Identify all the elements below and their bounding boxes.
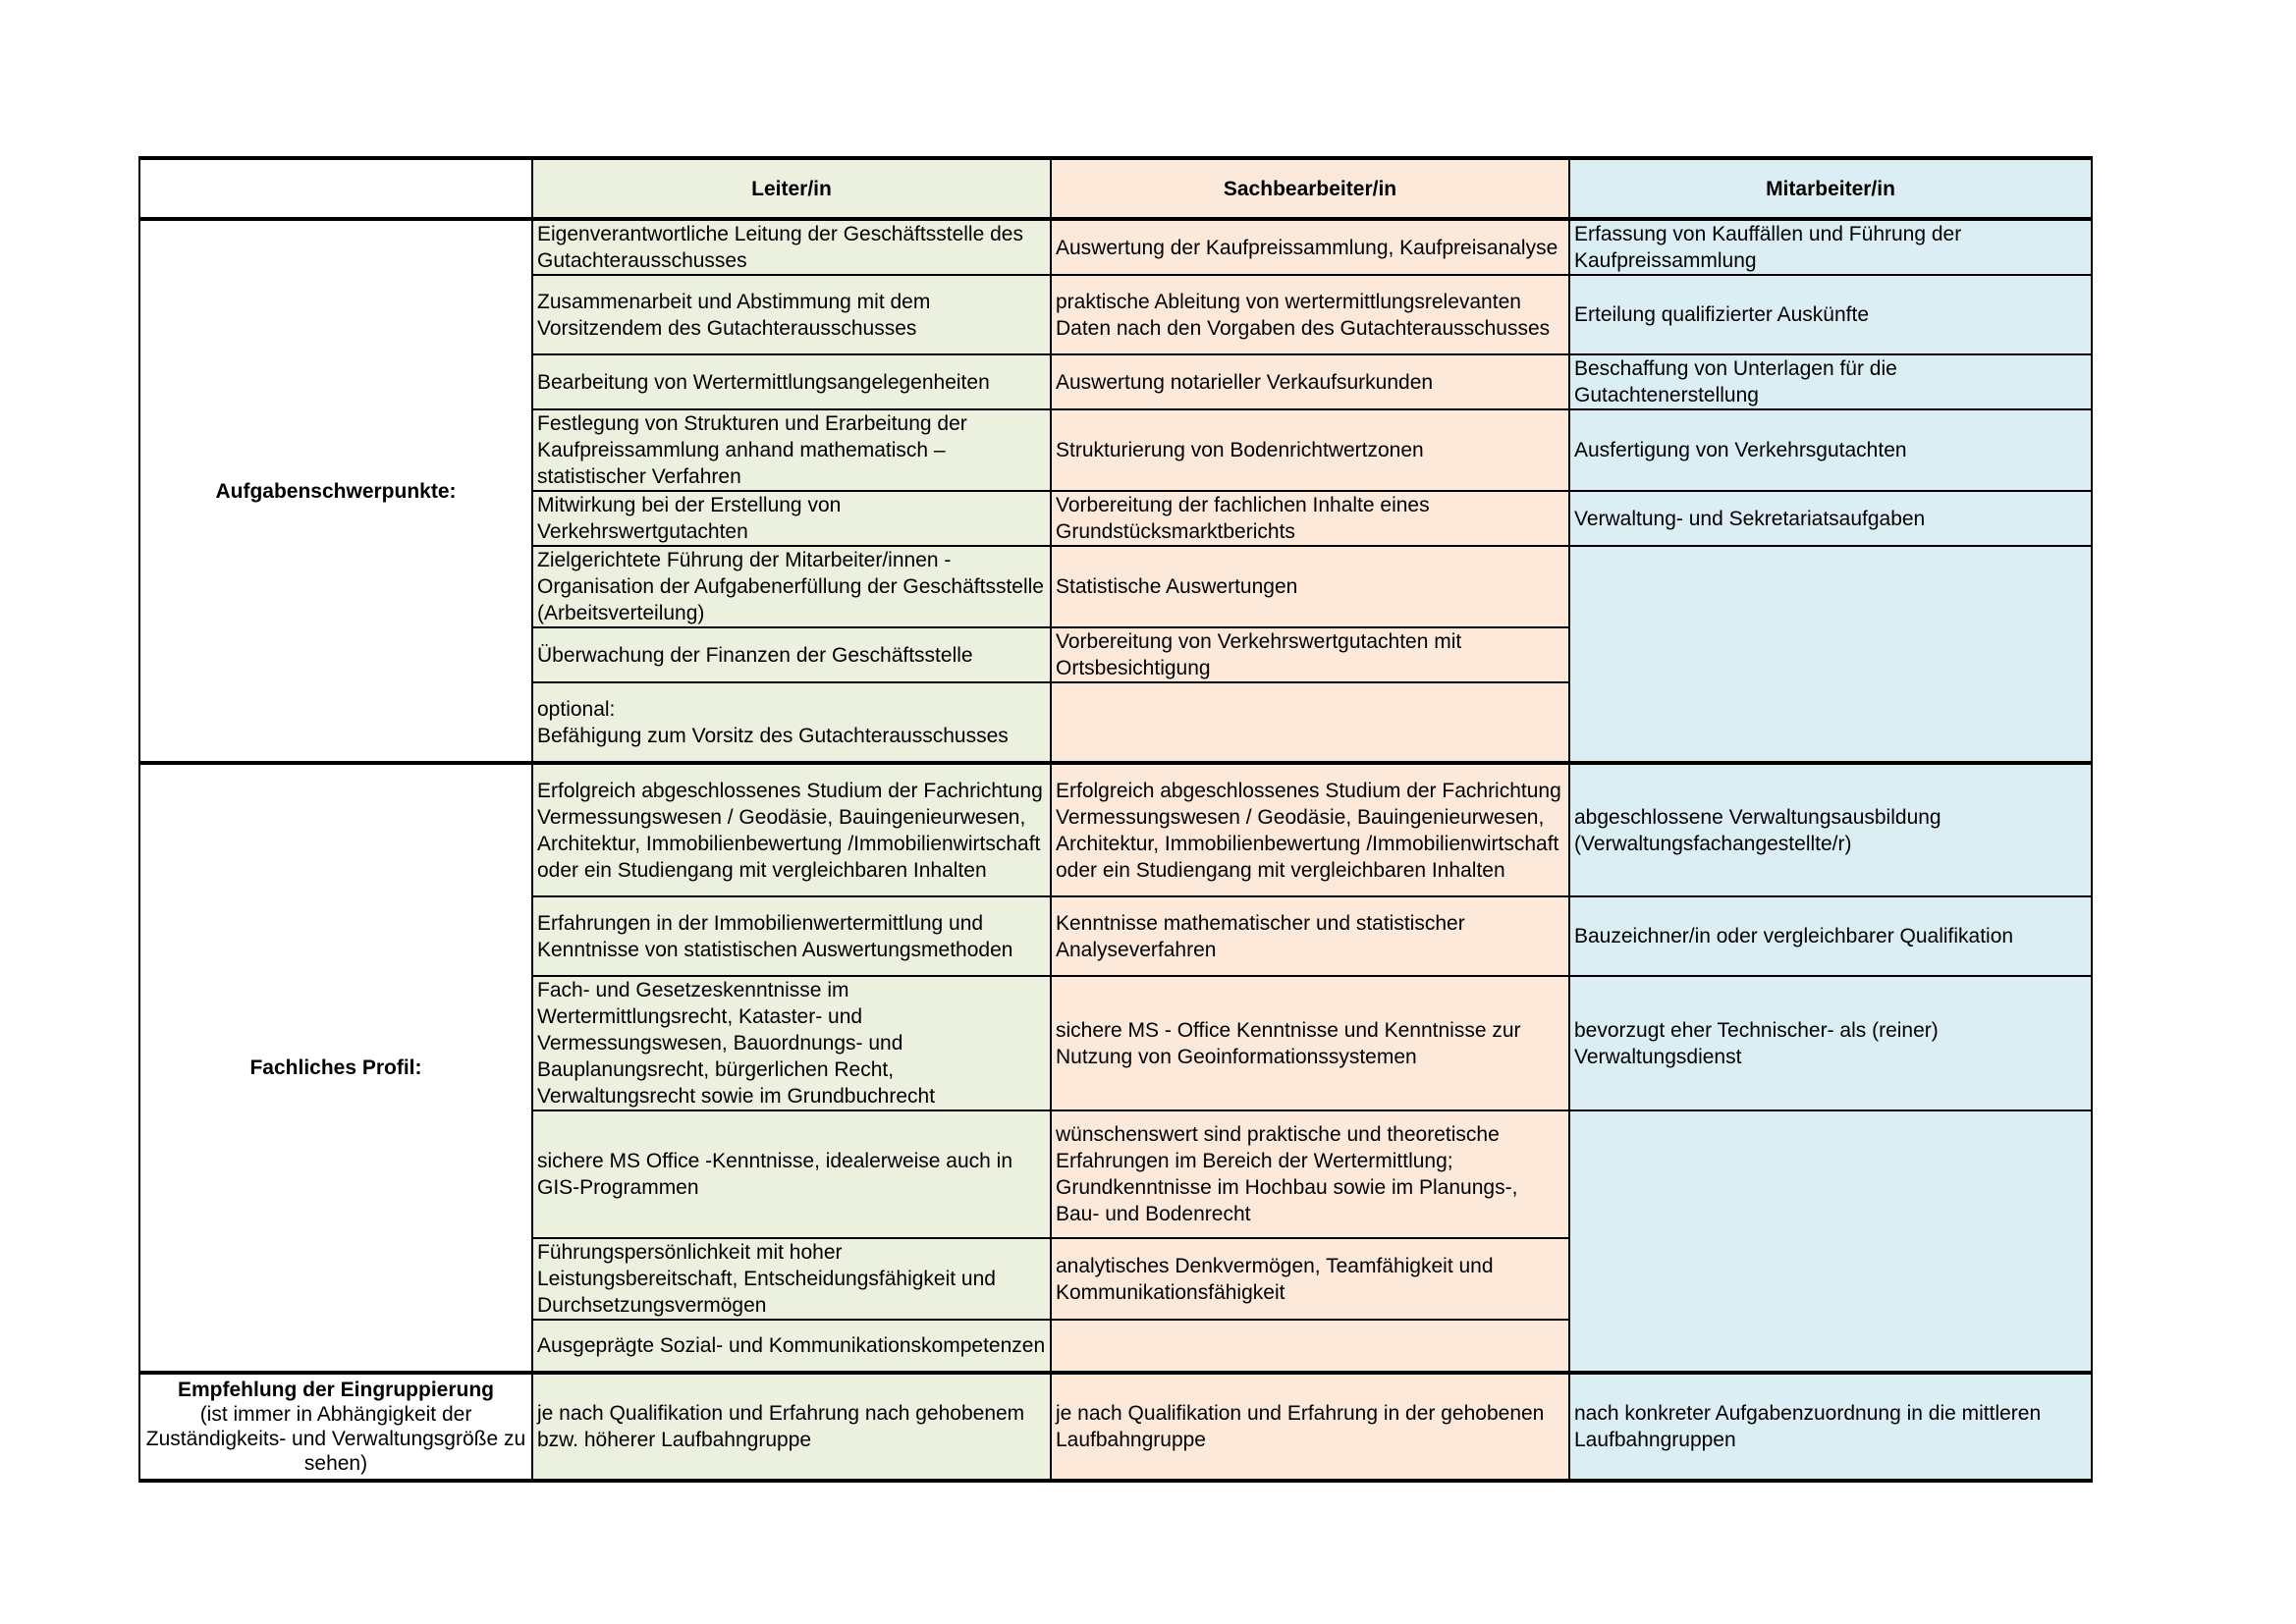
cell-leiter: Erfolgreich abgeschlossenes Studium der Fachrichtung Vermessungswesen / Geodäsie, Bauingenieurwesen, Architektur, Immobilienbewertung /Immobilienwirtschaft oder ein Studiengang mit vergleichbaren Inhalten <box>532 763 1051 896</box>
cell-sachbearbeiter: Vorbereitung der fachlichen Inhalte eines Grundstücksmarktberichts <box>1051 491 1569 546</box>
cell-mitarbeiter-empty <box>1569 1110 2092 1373</box>
cell-leiter: Erfahrungen in der Immobilienwertermittlung und Kenntnisse von statistischen Auswertungsmethoden <box>532 896 1051 976</box>
cell-mitarbeiter: Beschaffung von Unterlagen für die Gutachtenerstellung <box>1569 354 2092 409</box>
cell-mitarbeiter: Bauzeichner/in oder vergleichbarer Qualifikation <box>1569 896 2092 976</box>
cell-mitarbeiter: Verwaltung- und Sekretariatsaufgaben <box>1569 491 2092 546</box>
cell-sachbearbeiter: Auswertung der Kaufpreissammlung, Kaufpreisanalyse <box>1051 219 1569 275</box>
header-mitarbeiter: Mitarbeiter/in <box>1569 158 2092 219</box>
row-label-eingruppierung <box>139 1373 532 1481</box>
cell-leiter: Festlegung von Strukturen und Erarbeitung der Kaufpreissammlung anhand mathematisch – statistischer Verfahren <box>532 409 1051 491</box>
cell-leiter: optional: Befähigung zum Vorsitz des Gutachterausschusses <box>532 682 1051 763</box>
cell-mitarbeiter: Ausfertigung von Verkehrsgutachten <box>1569 409 2092 491</box>
cell-leiter: Zusammenarbeit und Abstimmung mit dem Vorsitzendem des Gutachterausschusses <box>532 275 1051 354</box>
cell-sachbearbeiter: Strukturierung von Bodenrichtwertzonen <box>1051 409 1569 491</box>
cell-sachbearbeiter: Statistische Auswertungen <box>1051 546 1569 627</box>
header-sachbearbeiter: Sachbearbeiter/in <box>1051 158 1569 219</box>
cell-leiter: Eigenverantwortliche Leitung der Geschäftsstelle des Gutachterausschusses <box>532 219 1051 275</box>
cell-sachbearbeiter: sichere MS - Office Kenntnisse und Kenntnisse zur Nutzung von Geoinformationssystemen <box>1051 976 1569 1110</box>
header-leiter: Leiter/in <box>532 158 1051 219</box>
cell-sachbearbeiter: Auswertung notarieller Verkaufsurkunden <box>1051 354 1569 409</box>
cell-sachbearbeiter: analytisches Denkvermögen, Teamfähigkeit und Kommunikationsfähigkeit <box>1051 1238 1569 1320</box>
cell-sachbearbeiter: je nach Qualifikation und Erfahrung in der gehobenen Laufbahngruppe <box>1051 1373 1569 1481</box>
cell-sachbearbeiter: praktische Ableitung von wertermittlungsrelevanten Daten nach den Vorgaben des Gutachterausschusses <box>1051 275 1569 354</box>
header-row <box>139 158 2092 219</box>
cell-leiter: je nach Qualifikation und Erfahrung nach gehobenem bzw. höherer Laufbahngruppe <box>532 1373 1051 1481</box>
cell-mitarbeiter: bevorzugt eher Technischer- als (reiner) Verwaltungsdienst <box>1569 976 2092 1110</box>
cell-mitarbeiter: abgeschlossene Verwaltungsausbildung (Verwaltungsfachangestellte/r) <box>1569 763 2092 896</box>
cell-mitarbeiter: Erfassung von Kauffällen und Führung der Kaufpreissammlung <box>1569 219 2092 275</box>
cell-sachbearbeiter-empty <box>1051 1320 1569 1373</box>
table-row <box>139 763 2092 896</box>
cell-sachbearbeiter: wünschenswert sind praktische und theoretische Erfahrungen im Bereich der Wertermittlung; Grundkenntnisse im Hochbau sowie im Planungs-, Bau- und Bodenrecht <box>1051 1110 1569 1238</box>
job-profile-sheet <box>138 156 2091 1475</box>
eingruppierung-title: Empfehlung der Eingruppierung <box>178 1379 494 1401</box>
cell-mitarbeiter-empty <box>1569 546 2092 763</box>
cell-leiter: Zielgerichtete Führung der Mitarbeiter/innen - Organisation der Aufgabenerfüllung der Geschäftsstelle (Arbeitsverteilung) <box>532 546 1051 627</box>
cell-leiter: Ausgeprägte Sozial- und Kommunikationskompetenzen <box>532 1320 1051 1373</box>
cell-leiter: Bearbeitung von Wertermittlungsangelegenheiten <box>532 354 1051 409</box>
table-row <box>139 1373 2092 1481</box>
row-label-aufgaben: Aufgabenschwerpunkte: <box>139 219 532 763</box>
cell-leiter: sichere MS Office -Kenntnisse, idealerweise auch in GIS-Programmen <box>532 1110 1051 1238</box>
cell-sachbearbeiter: Erfolgreich abgeschlossenes Studium der Fachrichtung Vermessungswesen / Geodäsie, Bauingenieurwesen, Architektur, Immobilienbewertung /Immobilienwirtschaft oder ein Studiengang mit vergleichbaren Inhalten <box>1051 763 1569 896</box>
eingruppierung-note: (ist immer in Abhängigkeit der Zuständigkeits- und Verwaltungsgröße zu sehen) <box>145 1403 526 1475</box>
cell-sachbearbeiter: Kenntnisse mathematischer und statistischer Analyseverfahren <box>1051 896 1569 976</box>
row-label-profil: Fachliches Profil: <box>139 763 532 1373</box>
cell-leiter: Führungspersönlichkeit mit hoher Leistungsbereitschaft, Entscheidungsfähigkeit und Durchsetzungsvermögen <box>532 1238 1051 1320</box>
cell-leiter: Mitwirkung bei der Erstellung von Verkehrswertgutachten <box>532 491 1051 546</box>
corner-cell <box>139 158 532 219</box>
job-profile-table <box>138 156 2093 1483</box>
cell-mitarbeiter: Erteilung qualifizierter Auskünfte <box>1569 275 2092 354</box>
cell-leiter: Fach- und Gesetzeskenntnisse im Wertermittlungsrecht, Kataster- und Vermessungswesen, Bauordnungs- und Bauplanungsrecht, bürgerlichen Recht, Verwaltungsrecht sowie im Grundbuchrecht <box>532 976 1051 1110</box>
table-row <box>139 219 2092 275</box>
cell-sachbearbeiter-empty <box>1051 682 1569 763</box>
cell-sachbearbeiter: Vorbereitung von Verkehrswertgutachten mit Ortsbesichtigung <box>1051 627 1569 682</box>
cell-mitarbeiter: nach konkreter Aufgabenzuordnung in die mittleren Laufbahngruppen <box>1569 1373 2092 1481</box>
cell-leiter: Überwachung der Finanzen der Geschäftsstelle <box>532 627 1051 682</box>
